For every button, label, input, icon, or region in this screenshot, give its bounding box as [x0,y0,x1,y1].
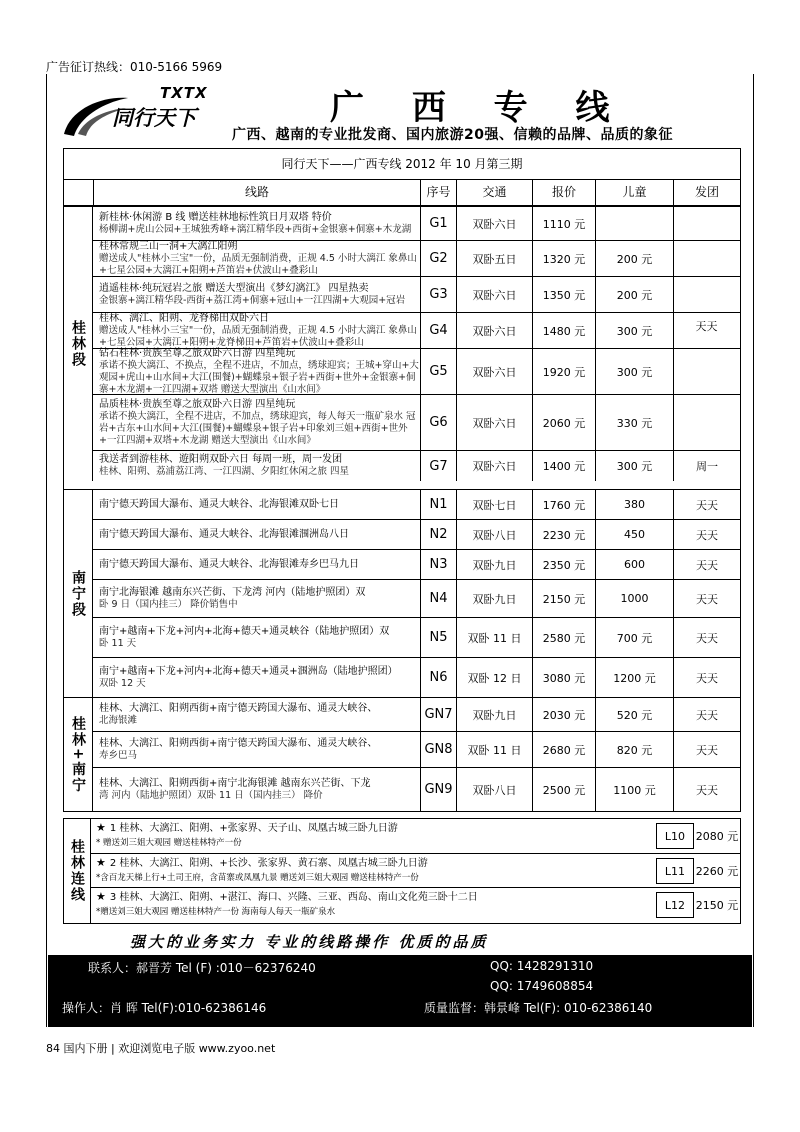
lianxian-code: L11 [656,858,694,884]
price-cell: 1760 元 [532,490,595,519]
lianxian-row [90,819,740,853]
depart-cell: 天天 [673,732,740,767]
route-cell [93,550,420,579]
route-code: G4 [420,313,456,348]
child-price-cell: 380 [595,490,673,519]
route-text [99,559,359,571]
route-cell [93,698,420,731]
route-cell [93,313,420,348]
table-row [93,579,740,617]
route-line-2: 湾 河内（陆地护照团）双卧 11 日（国内挂三） 降价 [99,789,323,801]
transport-cell: 双卧六日 [456,349,532,394]
child-price-cell: 820 元 [595,732,673,767]
route-cell [93,768,420,811]
child-price-cell: 200 元 [595,241,673,276]
route-cell [93,241,420,276]
child-price-cell: 1200 元 [595,658,673,697]
child-price-cell: 450 [595,520,673,549]
header-price: 报价 [532,179,595,206]
route-text [99,499,339,511]
route-line-1: 我送者到游桂林、遊阳朔双卧六日 每周一班，周一发团 [99,454,343,465]
child-price-cell [595,207,673,240]
route-code: N1 [420,490,456,519]
route-line-1: 逍遥桂林·纯玩冠岩之旅 赠送大型演出《梦幻漓江》 四星热卖 [99,282,369,294]
header-route: 线路 [93,179,420,206]
child-price-cell: 600 [595,550,673,579]
issue-title: 同行天下——广西专线 2012 年 10 月第三期 [64,149,740,180]
price-cell: 2350 元 [532,550,595,579]
depart-cell: 天天 [673,618,740,657]
lianxian-code: L10 [656,823,694,849]
lianxian-title: 1 桂林、大漓江、阳朔、+张家界、天子山、凤凰古城三卧九日游 [109,823,398,834]
transport-cell: 双卧六日 [456,313,532,348]
route-text [99,529,349,541]
lianxian-line-1 [96,821,636,836]
route-cell [93,618,420,657]
table-row [93,206,740,240]
route-line-2: 承诺不换大漓江、不换点，全程不进店，不加点，绣球迎宾；王城+穿山+大观园+虎山+山水间+大江(围餐)+蝴蝶泉+银子岩+西街+世外+金银寨+侗寨+木龙湖+一江四湖+双塔 赠送大型演出《山水间》 [99,359,419,395]
transport-cell: 双卧九日 [456,580,532,617]
price-cell: 1920 元 [532,349,595,394]
transport-cell: 双卧 12 日 [456,658,532,697]
star-icon: ★ [96,890,106,903]
lianxian-price: 2150 元 [695,899,739,912]
route-cell [93,658,420,697]
price-cell: 1110 元 [532,207,595,240]
route-line-1: 钻石桂林·贵族至尊之旅双卧六日游 四星纯玩 [99,347,296,359]
slogan: 广西、越南的专业批发商、国内旅游20强、信赖的品牌、品质的象征 [232,127,673,143]
transport-cell: 双卧五日 [456,241,532,276]
route-line-1: 南宁+越南+下龙+河内+北海+德天+通灵峡谷（陆地护照团）双 [99,625,390,637]
route-table [63,148,741,812]
route-text [99,587,365,611]
header-code: 序号 [420,179,456,206]
route-text [99,241,420,277]
route-text [99,738,377,762]
header-transport: 交通 [456,179,532,206]
lianxian-price: 2260 元 [695,865,739,878]
route-cell [93,395,420,450]
route-line-1: 新桂林·休闲游 B 线 赠送桂林地标性筑日月双塔 特价 [99,211,332,223]
route-line-1: 桂林、大漓江、阳朔西街+南宁北海银滩 越南东兴芒街、下龙 [99,777,371,789]
price-cell: 2150 元 [532,580,595,617]
route-line-1: 桂林、大漓江、阳朔西街+南宁德天跨国大瀑布、通灵大峡谷、 [99,702,378,714]
depart-cell: 周一 [673,451,740,481]
route-line-2: 杨柳湖+虎山公园+王城独秀峰+漓江精华段+西街+金银寨+侗寨+木龙湖 [99,223,412,235]
child-price-cell: 330 元 [595,395,673,450]
lianxian-note: * 赠送刘三姐大观园 赠送桂林特产一份 [96,838,242,848]
child-price-cell: 1000 [595,580,673,617]
transport-cell: 双卧九日 [456,550,532,579]
group-nanning: 南宁段 [64,489,93,697]
route-code: N2 [420,520,456,549]
header-blank [64,179,93,206]
table-row [93,767,740,811]
route-cell [93,451,420,481]
price-cell: 2060 元 [532,395,595,450]
route-line-1: 南宁德天跨国大瀑布、通灵大峡谷、北海银滩涠洲岛八日 [99,528,349,540]
depart-cell: 天天 [673,658,740,697]
price-cell: 2230 元 [532,520,595,549]
lianxian-table [63,818,741,924]
route-text [99,454,349,478]
ad-hotline: 广告征订热线：010-5166 5969 [46,60,223,74]
route-code: N6 [420,658,456,697]
header-child: 儿童 [595,179,673,206]
route-code: G6 [420,395,456,450]
contact-operator: 操作人：肖 晖 Tel(F):010-62386146 [62,1001,267,1015]
route-cell [93,277,420,312]
route-text [99,212,411,236]
logo-name: 同行天下 [112,106,196,130]
table-row [93,489,740,519]
table-row [93,312,740,348]
route-line-1: 南宁德天跨国大瀑布、通灵大峡谷、北海银滩双卧七日 [99,498,339,510]
group-guilin-nanning: 桂林+南宁 [64,697,93,811]
route-code: G1 [420,207,456,240]
route-text [99,626,389,650]
transport-cell: 双卧 11 日 [456,618,532,657]
child-price-cell: 300 元 [595,313,673,348]
route-text [99,703,377,727]
lianxian-title: 2 桂林、大漓江、阳朔、+长沙、张家界、黄石寨、凤凰古城三卧九日游 [109,858,428,869]
table-row [93,697,740,731]
lianxian-text [96,856,636,885]
depart-cell: 天天 [673,550,740,579]
price-cell: 2030 元 [532,698,595,731]
route-code: N3 [420,550,456,579]
route-line-2: 卧 9 日（国内挂三） 降价销售中 [99,598,238,610]
lianxian-row [90,853,740,887]
route-line-2: 金银寨+漓江精华段-西街+荔江湾+侗寨+冠山+一江四湖+大观园+冠岩 [99,294,406,306]
table-row [93,450,740,481]
transport-cell: 双卧六日 [456,277,532,312]
child-price-cell: 300 元 [595,349,673,394]
route-code: G3 [420,277,456,312]
route-line-1: 南宁+越南+下龙+河内+北海+德天+通灵+涠洲岛（陆地护照团） [99,665,398,677]
table-row [93,348,740,394]
route-text [99,778,371,802]
transport-cell: 双卧九日 [456,698,532,731]
lianxian-note: *赠送刘三姐大观园 赠送桂林特产一份 海南每人每天一瓶矿泉水 [96,907,336,917]
route-cell [93,732,420,767]
route-cell [93,349,420,394]
depart-cell: 天天 [673,520,740,549]
route-cell [93,207,420,240]
lianxian-title: 3 桂林、大漓江、阳朔、+湛江、海口、兴隆、三亚、西岛、南山文化苑三卧十二日 [109,892,478,903]
depart-cell: 天天 [673,580,740,617]
motto: 强大的业务实力 专业的线路操作 优质的品质 [130,933,489,951]
contact-quality: 质量监督：韩景峰 Tel(F): 010-62386140 [424,1001,653,1015]
price-cell: 2500 元 [532,768,595,811]
route-code: GN9 [420,768,456,811]
transport-cell: 双卧七日 [456,490,532,519]
route-code: G7 [420,451,456,481]
route-line-2: 赠送成人"桂林小三宝"一份，品质无强制消费，正规 4.5 小时大漓江 象鼻山+七星公园+大漓江+阳朔+龙脊梯田+芦笛岩+伏波山+叠彩山 [99,324,417,348]
route-cell [93,520,420,549]
route-line-1: 南宁北海银滩 越南东兴芒街、下龙湾 河内（陆地护照团）双 [99,586,366,598]
route-line-2: 双卧 12 天 [99,677,146,689]
lianxian-row [90,887,740,921]
transport-cell: 双卧八日 [456,768,532,811]
lianxian-price: 2080 元 [695,830,739,843]
route-line-1: 品质桂林·贵族至尊之旅双卧六日游 四星纯玩 [99,398,296,410]
lianxian-text [96,821,636,850]
transport-cell: 双卧八日 [456,520,532,549]
route-code: N4 [420,580,456,617]
route-line-2: 赠送成人"桂林小三宝"一份，品质无强制消费，正规 4.5 小时大漓江 象鼻山+七星公园+大漓江+阳朔+芦笛岩+伏波山+叠彩山 [99,252,417,276]
route-text [99,666,398,690]
header-depart: 发团 [673,179,740,206]
brand-logo [60,84,230,144]
route-line-2: 北海银滩 [99,714,138,726]
depart-cell: 天天 [673,490,740,519]
price-cell: 1400 元 [532,451,595,481]
route-code: GN7 [420,698,456,731]
star-icon: ★ [96,856,106,869]
route-line-1: 南宁德天跨国大瀑布、通灵大峡谷、北海银滩寿乡巴马九日 [99,558,359,570]
child-price-cell: 200 元 [595,277,673,312]
price-cell: 2680 元 [532,732,595,767]
depart-cell: 天天 [673,698,740,731]
price-cell: 1480 元 [532,313,595,348]
route-line-2: 承诺不换大漓江，全程不进店，不加点，绣球迎宾，每人每天一瓶矿泉水 冠岩+古东+山水间+大江(围餐)+蝴蝶泉+银子岩+印象刘三姐+西街+世外+一江四湖+双塔+木龙湖 赠送大型演出《山水间》 [99,410,416,446]
route-text [99,348,420,396]
table-row [93,731,740,767]
route-cell [93,580,420,617]
page-footer: 84 国内下册 | 欢迎浏览电子版 www.zyoo.net [46,1042,276,1055]
route-line-1: 桂林、漓江、阳朔、龙脊梯田双卧六日 [99,312,269,324]
price-cell: 2580 元 [532,618,595,657]
route-line-1: 桂林常规三山一洞+大漓江阳朔 [99,240,238,252]
contact-qq-1: QQ: 1428291310 [490,959,594,973]
price-cell: 1350 元 [532,277,595,312]
table-row [93,519,740,549]
child-price-cell: 520 元 [595,698,673,731]
logo-latin: TXTX [160,84,208,102]
route-code: G2 [420,241,456,276]
lianxian-line-1 [96,890,636,905]
route-text [99,399,420,447]
route-line-1: 桂林、大漓江、阳朔西街+南宁德天跨国大瀑布、通灵大峡谷、 [99,737,378,749]
table-row [93,617,740,657]
transport-cell: 双卧六日 [456,451,532,481]
route-code: GN8 [420,732,456,767]
group-lianxian: 桂林连线 [64,819,91,923]
table-row [93,276,740,312]
route-line-2: 卧 11 天 [99,637,137,649]
child-price-cell: 700 元 [595,618,673,657]
contact-person: 联系人：郝晋芳 Tel (F) :010－62376240 [88,961,316,975]
star-icon: ★ [96,821,106,834]
contact-qq-2: QQ: 1749608854 [490,979,594,993]
price-cell: 1320 元 [532,241,595,276]
route-line-2: 桂林、阳朔、荔浦荔江湾、一江四湖、夕阳红休闲之旅 四星 [99,466,350,477]
group-guilin: 桂林段 [64,206,93,481]
transport-cell: 双卧 11 日 [456,732,532,767]
route-cell [93,490,420,519]
lianxian-line-1 [96,856,636,871]
transport-cell: 双卧六日 [456,207,532,240]
child-price-cell: 300 元 [595,451,673,481]
route-text [99,313,420,349]
route-code: G5 [420,349,456,394]
daily-departure: 天天 [695,320,718,333]
depart-cell: 天天 [673,768,740,811]
lianxian-text [96,890,636,919]
transport-cell: 双卧六日 [456,395,532,450]
route-line-2: 寿乡巴马 [99,749,138,761]
table-row [93,240,740,276]
table-row [93,394,740,450]
price-cell: 3080 元 [532,658,595,697]
lianxian-code: L12 [656,892,694,918]
route-code: N5 [420,618,456,657]
table-row [93,549,740,579]
table-row [93,657,740,697]
contact-bar [48,955,752,1027]
route-text [99,283,405,307]
page-title: 广 西 专 线 [330,88,628,128]
child-price-cell: 1100 元 [595,768,673,811]
lianxian-note: *含百龙天梯上行+土司王府，含苗寨或凤凰九景 赠送刘三姐大观园 赠送桂林特产一份 [96,873,419,883]
